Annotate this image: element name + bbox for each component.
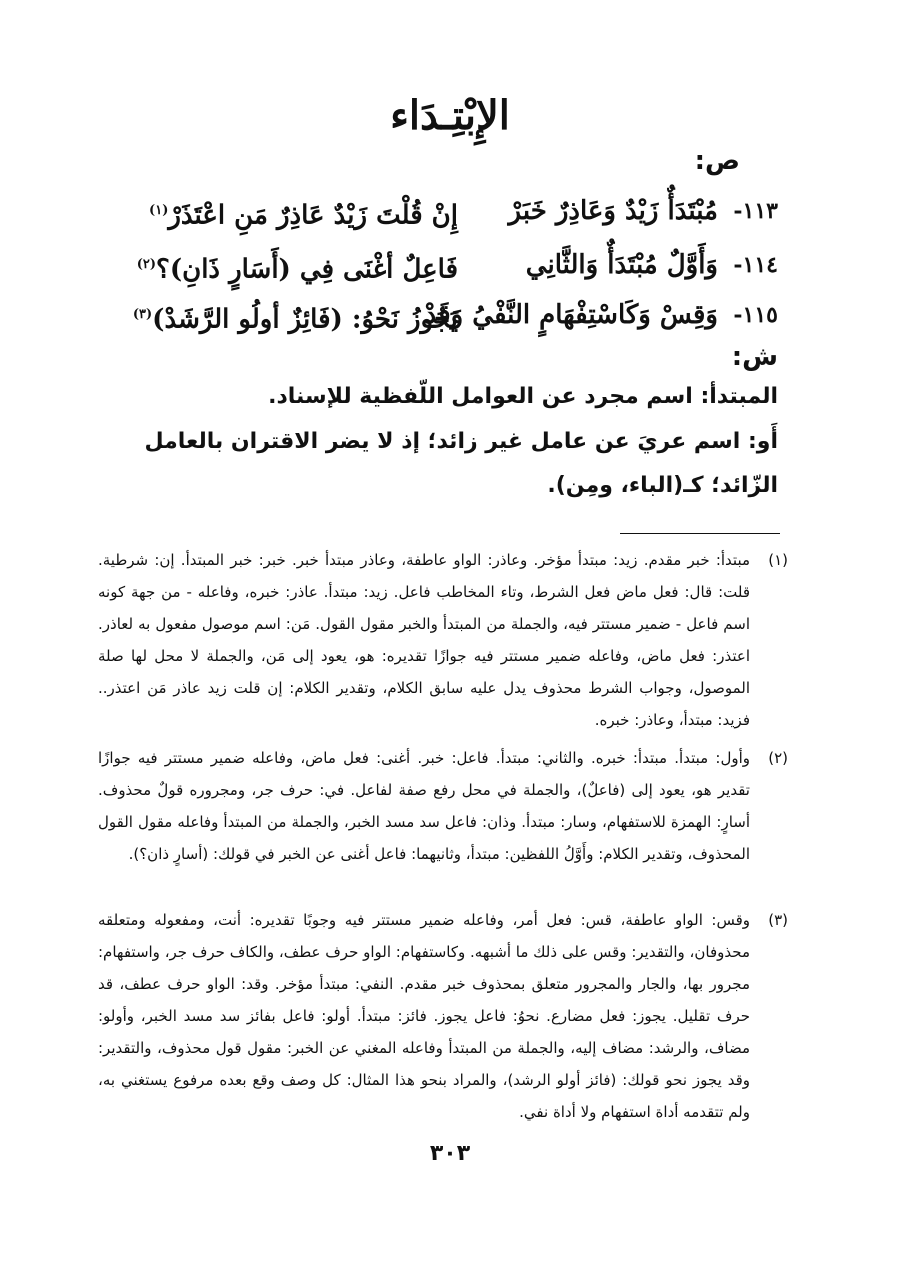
footnote-number: (١): [768, 551, 788, 569]
verse-number: ١١٤-: [733, 252, 778, 278]
verse-line: [108, 240, 778, 290]
verse-first-hemistich: مُبْتَدَأٌ زَيْدٌ وَعَاذِرٌ خَبَرْ: [508, 196, 718, 226]
definition-line: أَو: اسم عريَ عن عامل غير زائد؛ إذ لا يضر الاقتران بالعامل الزّائد؛ كـ(الباء، ومِن).: [144, 429, 778, 498]
footnote-reference: (٣): [132, 307, 153, 322]
footnote-reference: (١): [149, 203, 169, 218]
definition-line: المبتدأ: اسم مجرد عن العوامل اللّفظية للإسناد.: [268, 384, 778, 409]
verse-first-hemistich: وَأَوَّلٌ مُبْتَدَأٌ وَالثَّانِي: [525, 250, 718, 280]
footnote-divider: [620, 533, 780, 534]
footnote-text: مبتدأ: خبر مقدم. زيد: مبتدأ مؤخر. وعاذر: الواو عاطفة، وعاذر مبتدأ خبر. خبر: خبر المبتدأ. إن: شرطية. قلت: قال: فعل ماض فعل الشرط، وتاء المخاطب فاعل. زيد: مبتدأ. عاذر: خبره، وفاعله - من جهة كونه اسم فاعل - ضمير مستتر فيه، والجملة من المبتدأ والخبر مقول القول. مَن: اسم موصول مفعول به لعاذر. اعتذر: فعل ماض، وفاعله ضمير مستتر فيه جوازًا تقديره: هو، يعود إلى مَن، والجملة لا محل لها صلة الموصول، وجواب الشرط محذوف يدل عليه سابق الكلام، وتقدير الكلام: إن قلت زيد عاذر مَن اعتذر.. فزيد: مبتدأ، وعاذر: خبره.: [98, 551, 750, 729]
footnote: [98, 544, 788, 736]
page-number: ٣٠٣: [429, 1141, 471, 1166]
footnote-text: وقس: الواو عاطفة، قس: فعل أمر، وفاعله ضمير مستتر فيه وجوبًا تقديره: أنت، ومفعوله ومتعلقه محذوفان، والتقدير: وقس على ذلك ما أشبهه. وكاستفهام: الواو حرف عطف، والكاف حرف جر، واستفهام: مجرور بها، والجار والمجرور متعلق بمحذوف خبر مقدم. النفي: مبتدأ مؤخر. وقد: الواو حرف عطف، قد حرف تقليل. يجوز: فعل مضارع. نحوُ: فاعل يجوز. فائز: مبتدأ. أولو: فاعل بفائز سد مسد الخبر، وأولو: مضاف، والرشد: مضاف إليه، والجملة من المبتدأ وفاعله المغني عن الخبر: مقول قول محذوف، والتقدير: وقد يجوز نحو قولك: (فائز أولو الرشد)، والمراد بنحو هذا المثال: كل وصف وقع بعده مرفوع يستغني به، ولم تتقدمه أداة استفهام ولا أداة نفي.: [98, 911, 750, 1121]
hemistich-text: يَجُوزُ نَحْوُ: (فَائِزٌ أولُو الرَّشَدْ): [152, 304, 458, 335]
verse-line: [108, 290, 778, 340]
verse-section-label: ص:: [694, 146, 740, 176]
verse-line: [108, 186, 778, 236]
footnote-text: وأول: مبتدأ. مبتدأ: خبره. والثاني: مبتدأ. فاعل: خبر. أغنى: فعل ماض، وفاعله ضمير مستتر فيه جوازًا تقدير هو، يعود إلى (فاعلٌ)، والجملة في محل رفع صفة لفاعل. في: حرف جر، ومجروره قولٌ محذوف. أسارٍ: الهمزة للاستفهام، وسار: مبتدأ. وذان: فاعل سد مسد الخبر، والجملة من المبتدأ وفاعله مقول القول المحذوف، وتقدير الكلام: وأَوَّلُ اللفظين: مبتدأ، وثانيهما: فاعل أغنى عن الخبر في قولك: (أسارٍ ذان؟).: [98, 749, 750, 863]
footnote: [98, 904, 788, 1128]
footnote: [98, 742, 788, 870]
footnote-reference: (٢): [136, 257, 157, 272]
hemistich-text: فَاعِلٌ أغْنَى فِي (أَسَارٍ ذَانِ)؟: [156, 254, 458, 285]
verse-second-hemistich: [149, 186, 458, 241]
chapter-title: الإِبْتِـدَاء: [390, 92, 510, 139]
hemistich-text: إِنْ قُلْتَ زَيْدٌ عَاذِرٌ مَنِ اعْتَذَرْ: [168, 200, 458, 231]
verse-number: ١١٣-: [733, 198, 778, 224]
footnote-number: (٢): [768, 749, 788, 767]
verse-second-hemistich: [133, 290, 458, 345]
verse-number: ١١٥-: [733, 302, 778, 328]
footnote-number: (٣): [768, 911, 788, 929]
explanation-section-label: ش:: [731, 342, 778, 372]
verse-first-hemistich: وَقِسْ وَكَاسْتِفْهَامٍ النَّفْيُ وَقَدْ: [424, 300, 718, 330]
verse-second-hemistich: [137, 240, 458, 295]
